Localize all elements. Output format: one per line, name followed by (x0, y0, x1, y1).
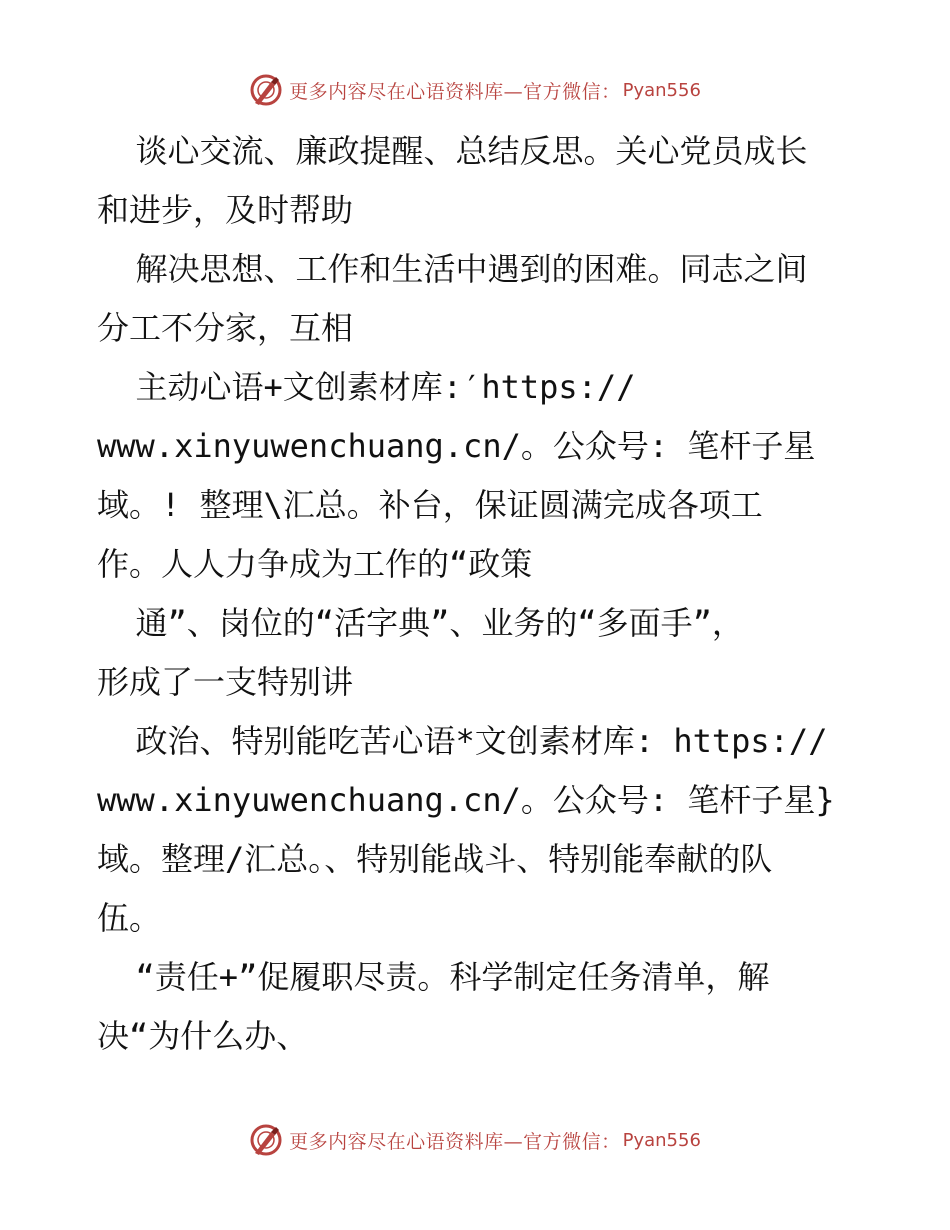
text-line: 作。人人力争成为工作的“政策 (97, 545, 533, 583)
text-line: “责任+”促履职尽责。科学制定任务清单，解 (97, 958, 770, 996)
text-line: www.xinyuwenchuang.cn/。公众号: 笔杆子星} (97, 781, 835, 819)
body-text (97, 122, 857, 1066)
text-line: 伍。 (97, 899, 162, 937)
text-line: 主动心语+文创素材库:′https:// (97, 368, 636, 406)
text-line: 域。! 整理\汇总。补台，保证圆满完成各项工 (97, 486, 763, 524)
watermark-wechat-id: Pyan556 (622, 79, 701, 101)
watermark-wechat-id: Pyan556 (622, 1129, 701, 1151)
footer-watermark (0, 1122, 950, 1158)
text-line: 通”、岗位的“活字典”、业务的“多面手”， (97, 604, 744, 642)
text-line: 分工不分家，互相 (97, 309, 354, 347)
text-line: 决“为什么办、 (97, 1017, 309, 1055)
text-line: 谈心交流、廉政提醒、总结反思。关心党员成长 (97, 132, 808, 170)
text-line: 解决思想、工作和生活中遇到的困难。同志之间 (97, 250, 808, 288)
watermark-text: 更多内容尽在心语资料库—官方微信： (289, 80, 621, 103)
text-line: 和进步，及时帮助 (97, 191, 354, 229)
text-line: www.xinyuwenchuang.cn/。公众号: 笔杆子星 (97, 427, 816, 465)
pen-logo-icon (249, 73, 283, 107)
watermark-text: 更多内容尽在心语资料库—官方微信： (289, 1130, 621, 1153)
text-line: 形成了一支特别讲 (97, 663, 354, 701)
pen-logo-icon (249, 1123, 283, 1157)
text-line: 域。整理/汇总。、特别能战斗、特别能奉献的队 (97, 840, 773, 878)
header-watermark (0, 72, 950, 108)
text-line: 政治、特别能吃苦心语*文创素材库: https:// (97, 722, 828, 760)
